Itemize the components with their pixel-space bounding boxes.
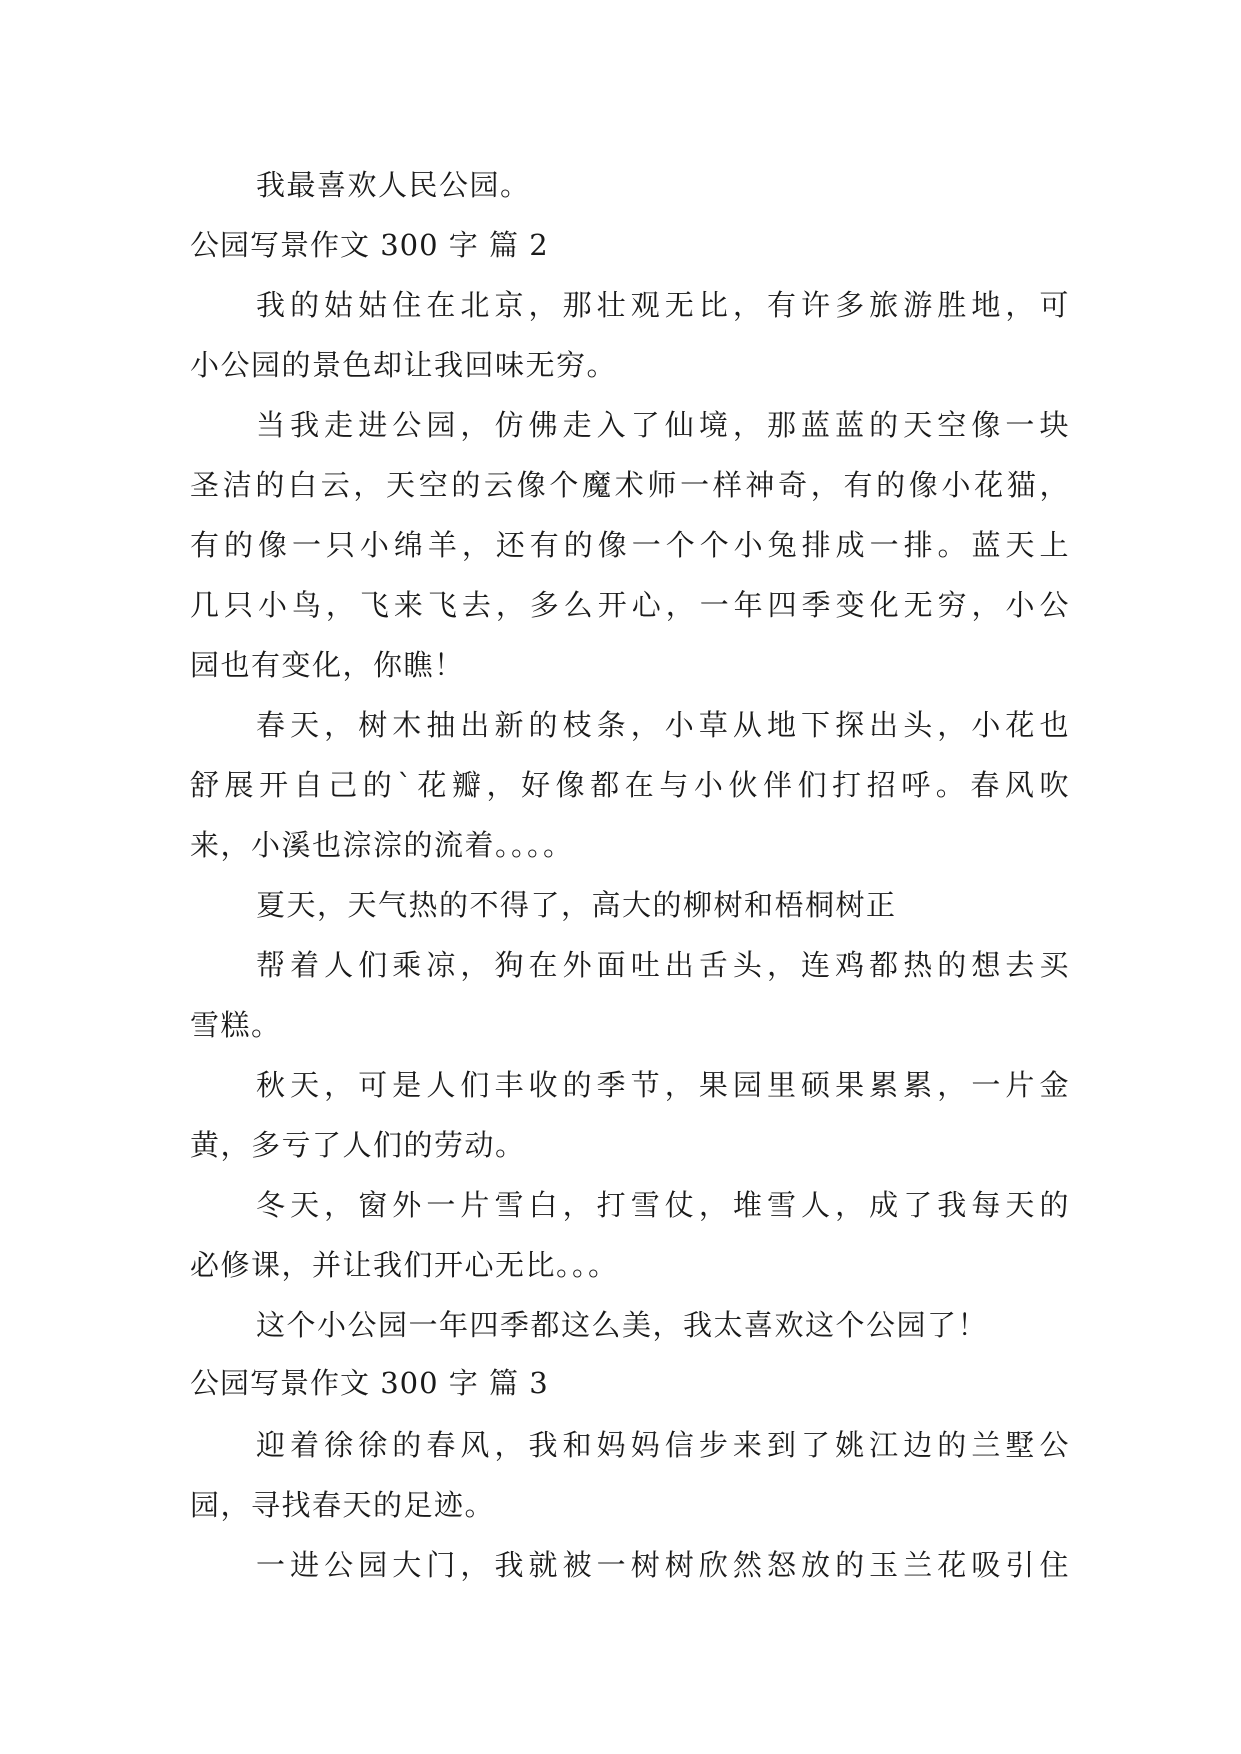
paragraph-line: 几只小鸟，飞来飞去，多么开心，一年四季变化无穷，小公 <box>190 588 1070 622</box>
paragraph-line: 来，小溪也淙淙的流着。。。。 <box>190 828 574 862</box>
paragraph-line: 有的像一只小绵羊，还有的像一个个小兔排成一排。蓝天上 <box>190 528 1070 562</box>
paragraph-line: 必修课，并让我们开心无比。。。 <box>190 1248 619 1282</box>
paragraph-line: 圣洁的白云，天空的云像个魔术师一样神奇，有的像小花猫， <box>190 468 1070 502</box>
section-heading: 公园写景作文 300 字 篇 3 <box>190 1366 549 1400</box>
paragraph-line: 帮着人们乘凉，狗在外面吐出舌头，连鸡都热的想去买 <box>256 948 1070 982</box>
paragraph-line: 夏天，天气热的不得了，高大的柳树和梧桐树正 <box>256 888 897 922</box>
paragraph-line: 冬天，窗外一片雪白，打雪仗，堆雪人，成了我每天的 <box>256 1188 1070 1222</box>
paragraph-line: 我的姑姑住在北京，那壮观无比，有许多旅游胜地，可 <box>256 288 1070 322</box>
paragraph-line: 这个小公园一年四季都这么美，我太喜欢这个公园了！ <box>256 1308 989 1342</box>
paragraph-line: 秋天，可是人们丰收的季节，果园里硕果累累，一片金 <box>256 1068 1070 1102</box>
paragraph-line: 舒展开自己的`花瓣，好像都在与小伙伴们打招呼。春风吹 <box>190 768 1070 802</box>
paragraph-line: 迎着徐徐的春风，我和妈妈信步来到了姚江边的兰墅公 <box>256 1428 1070 1462</box>
paragraph-line: 春天，树木抽出新的枝条，小草从地下探出头，小花也 <box>256 708 1070 742</box>
paragraph-line: 一进公园大门，我就被一树树欣然怒放的玉兰花吸引住 <box>256 1548 1070 1582</box>
paragraph-line: 我最喜欢人民公园。 <box>256 168 531 202</box>
paragraph-line: 黄，多亏了人们的劳动。 <box>190 1128 526 1162</box>
paragraph-line: 小公园的景色却让我回味无穷。 <box>190 348 618 382</box>
paragraph-line: 园，寻找春天的足迹。 <box>190 1488 496 1522</box>
section-heading: 公园写景作文 300 字 篇 2 <box>190 228 549 262</box>
paragraph-line: 当我走进公园，仿佛走入了仙境，那蓝蓝的天空像一块 <box>256 408 1070 442</box>
paragraph-line: 雪糕。 <box>190 1008 282 1042</box>
paragraph-line: 园也有变化，你瞧！ <box>190 648 465 682</box>
